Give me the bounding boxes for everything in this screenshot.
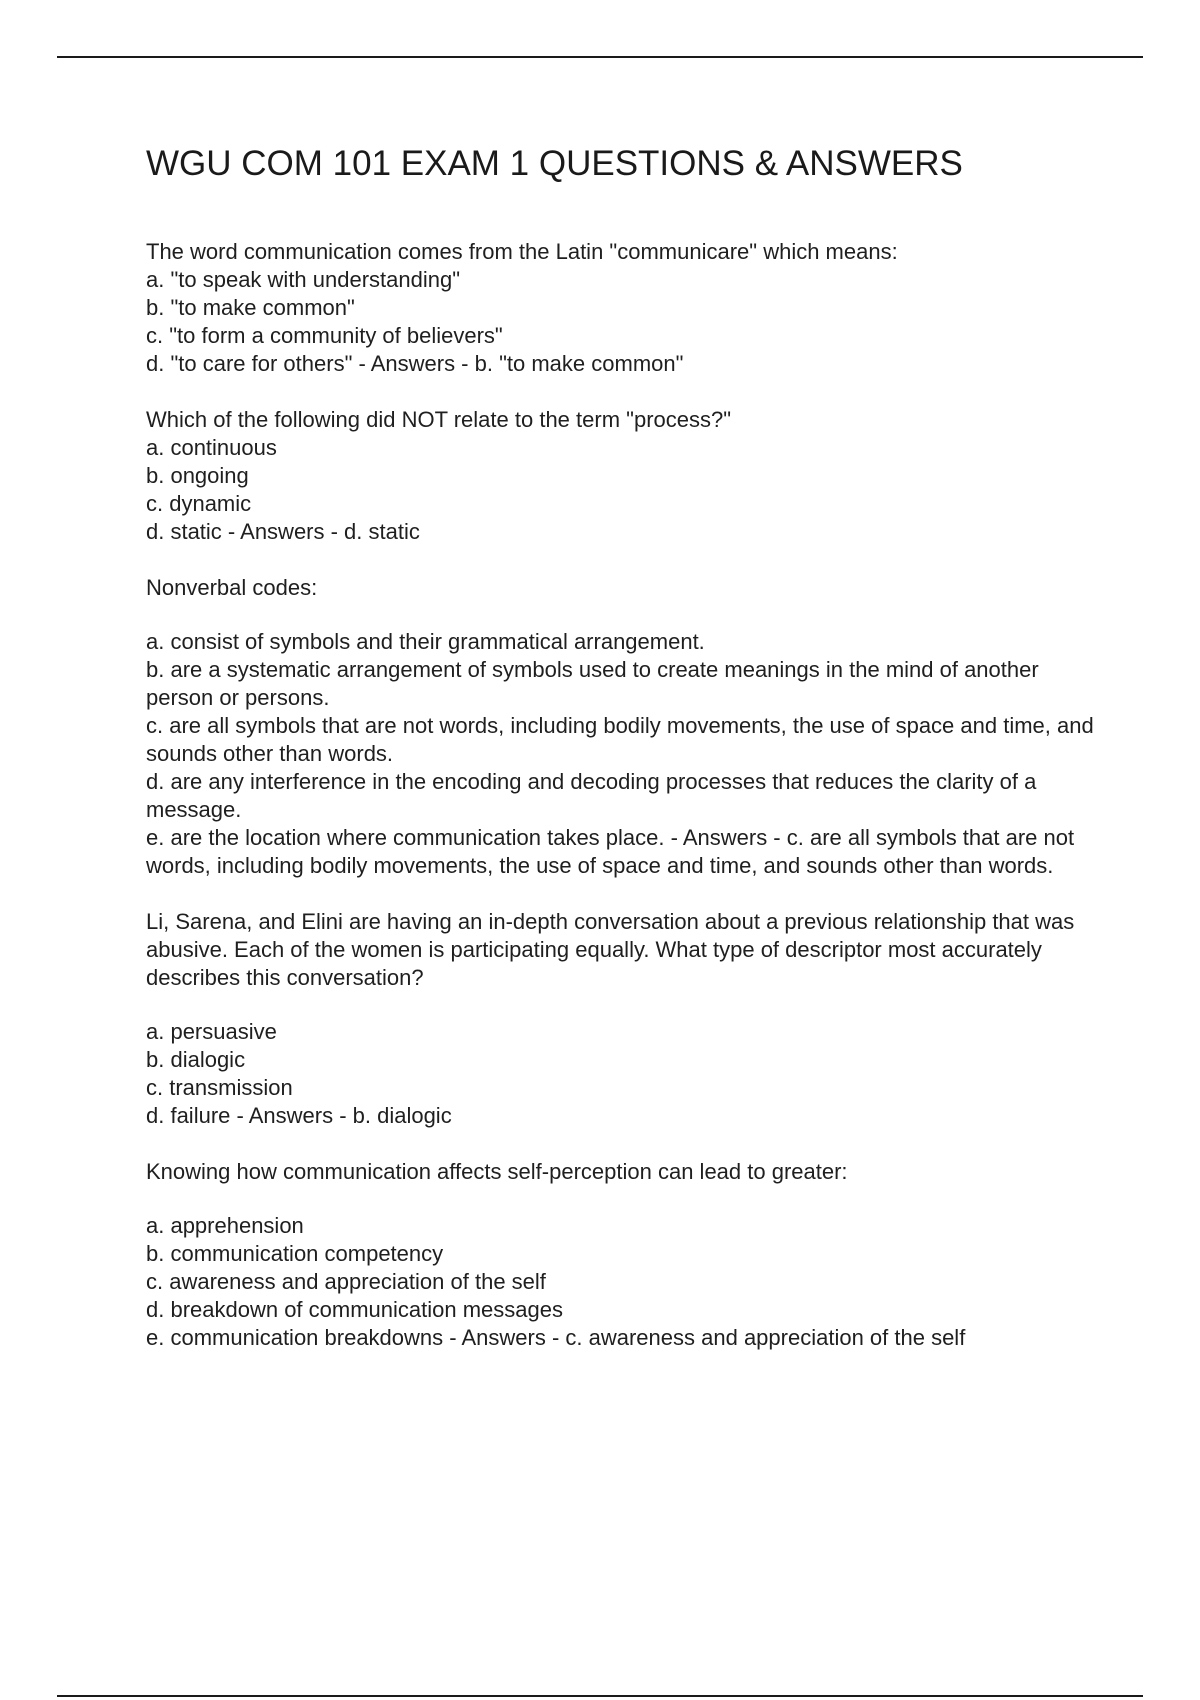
question-stem: The word communication comes from the Latin "communicare" which means: bbox=[146, 239, 898, 264]
option: b. communication competency bbox=[146, 1241, 444, 1266]
option: b. are a systematic arrangement of symbols used to create meanings in the mind of another person or persons. bbox=[146, 657, 1045, 710]
option-with-answer: e. communication breakdowns - Answers - c. awareness and appreciation of the self bbox=[146, 1325, 966, 1350]
spacer bbox=[146, 992, 1096, 1018]
option: a. "to speak with understanding" bbox=[146, 267, 461, 292]
question-stem: Which of the following did NOT relate to the term "process?" bbox=[146, 407, 732, 432]
option: c. "to form a community of believers" bbox=[146, 323, 503, 348]
option-with-answer: d. failure - Answers - b. dialogic bbox=[146, 1103, 452, 1128]
option: d. are any interference in the encoding and decoding processes that reduces the clarity of a message. bbox=[146, 769, 1043, 822]
option: c. are all symbols that are not words, including bodily movements, the use of space and time, and sounds other than words. bbox=[146, 713, 1100, 766]
question-block bbox=[146, 238, 1096, 378]
spacer bbox=[146, 602, 1096, 628]
option: a. continuous bbox=[146, 435, 277, 460]
page-title: WGU COM 101 EXAM 1 QUESTIONS & ANSWERS bbox=[146, 144, 963, 183]
option: b. "to make common" bbox=[146, 295, 355, 320]
option: a. apprehension bbox=[146, 1213, 304, 1238]
option: c. awareness and appreciation of the self bbox=[146, 1269, 546, 1294]
top-rule bbox=[57, 56, 1143, 58]
question-stem: Knowing how communication affects self-perception can lead to greater: bbox=[146, 1159, 848, 1184]
option-with-answer: d. "to care for others" - Answers - b. "to make common" bbox=[146, 351, 684, 376]
question-block bbox=[146, 406, 1096, 546]
question-block bbox=[146, 574, 1100, 880]
spacer bbox=[146, 1186, 1096, 1212]
question-block bbox=[146, 908, 1096, 1130]
option: a. consist of symbols and their grammatical arrangement. bbox=[146, 629, 705, 654]
option: a. persuasive bbox=[146, 1019, 277, 1044]
option-with-answer: d. static - Answers - d. static bbox=[146, 519, 420, 544]
option: c. dynamic bbox=[146, 491, 252, 516]
question-stem: Li, Sarena, and Elini are having an in-depth conversation about a previous relationship that was abusive. Each of the women is participating equally. What type of descriptor most accurately describes this conversation? bbox=[146, 909, 1081, 990]
option: b. ongoing bbox=[146, 463, 249, 488]
option: b. dialogic bbox=[146, 1047, 246, 1072]
question-stem: Nonverbal codes: bbox=[146, 575, 318, 600]
document-body bbox=[146, 142, 1100, 1380]
question-block bbox=[146, 1158, 1096, 1352]
bottom-rule bbox=[57, 1695, 1143, 1697]
option: c. transmission bbox=[146, 1075, 293, 1100]
option: d. breakdown of communication messages bbox=[146, 1297, 563, 1322]
option-with-answer: e. are the location where communication takes place. - Answers - c. are all symbols that are not words, including bodily movements, the use of space and time, and sounds other than words. bbox=[146, 825, 1081, 878]
